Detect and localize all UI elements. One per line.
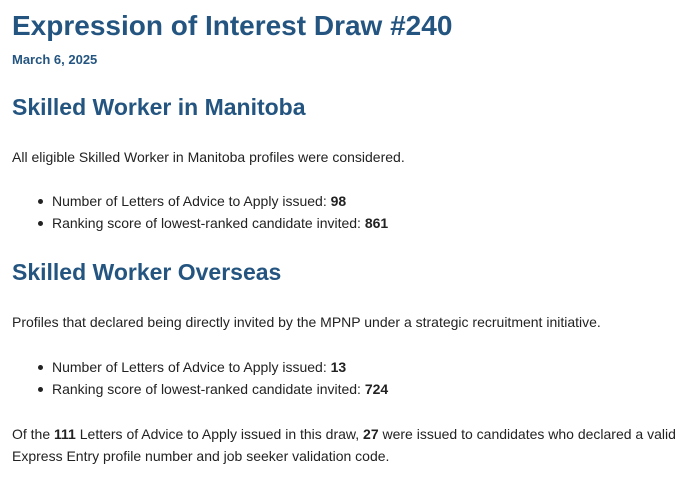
summary-paragraph [12, 423, 677, 467]
score-label: Ranking score of lowest-ranked candidate invited: [52, 381, 365, 397]
summary-suffix: were issued to candidates who declared a valid Express Entry profile number and job seeker validation code. [12, 426, 676, 464]
section-heading-manitoba: Skilled Worker in Manitoba [12, 94, 306, 120]
stats-list-overseas [12, 356, 388, 400]
score-value: 861 [364, 215, 389, 231]
loa-label: Number of Letters of Advice to Apply issued: [52, 193, 331, 209]
list-item [12, 378, 388, 400]
section-description-overseas: Profiles that declared being directly invited by the MPNP under a strategic recruitment initiative. [12, 314, 601, 330]
list-item [12, 212, 388, 234]
page-title: Expression of Interest Draw #240 [12, 10, 453, 41]
score-value: 724 [364, 381, 389, 397]
list-item [12, 356, 388, 378]
list-item [12, 190, 388, 212]
summary-ee-count: 27 [363, 426, 379, 442]
section-heading-overseas: Skilled Worker Overseas [12, 259, 282, 285]
loa-value: 98 [330, 193, 347, 209]
summary-total: 111 [54, 426, 76, 442]
loa-value: 13 [330, 359, 347, 375]
score-label: Ranking score of lowest-ranked candidate invited: [52, 215, 365, 231]
stats-list-manitoba [12, 190, 388, 234]
summary-prefix: Of the [12, 426, 55, 442]
loa-label: Number of Letters of Advice to Apply issued: [52, 359, 331, 375]
section-description-manitoba: All eligible Skilled Worker in Manitoba profiles were considered. [12, 149, 405, 165]
summary-middle: Letters of Advice to Apply issued in this draw, [75, 426, 364, 442]
draw-date: March 6, 2025 [12, 52, 98, 67]
